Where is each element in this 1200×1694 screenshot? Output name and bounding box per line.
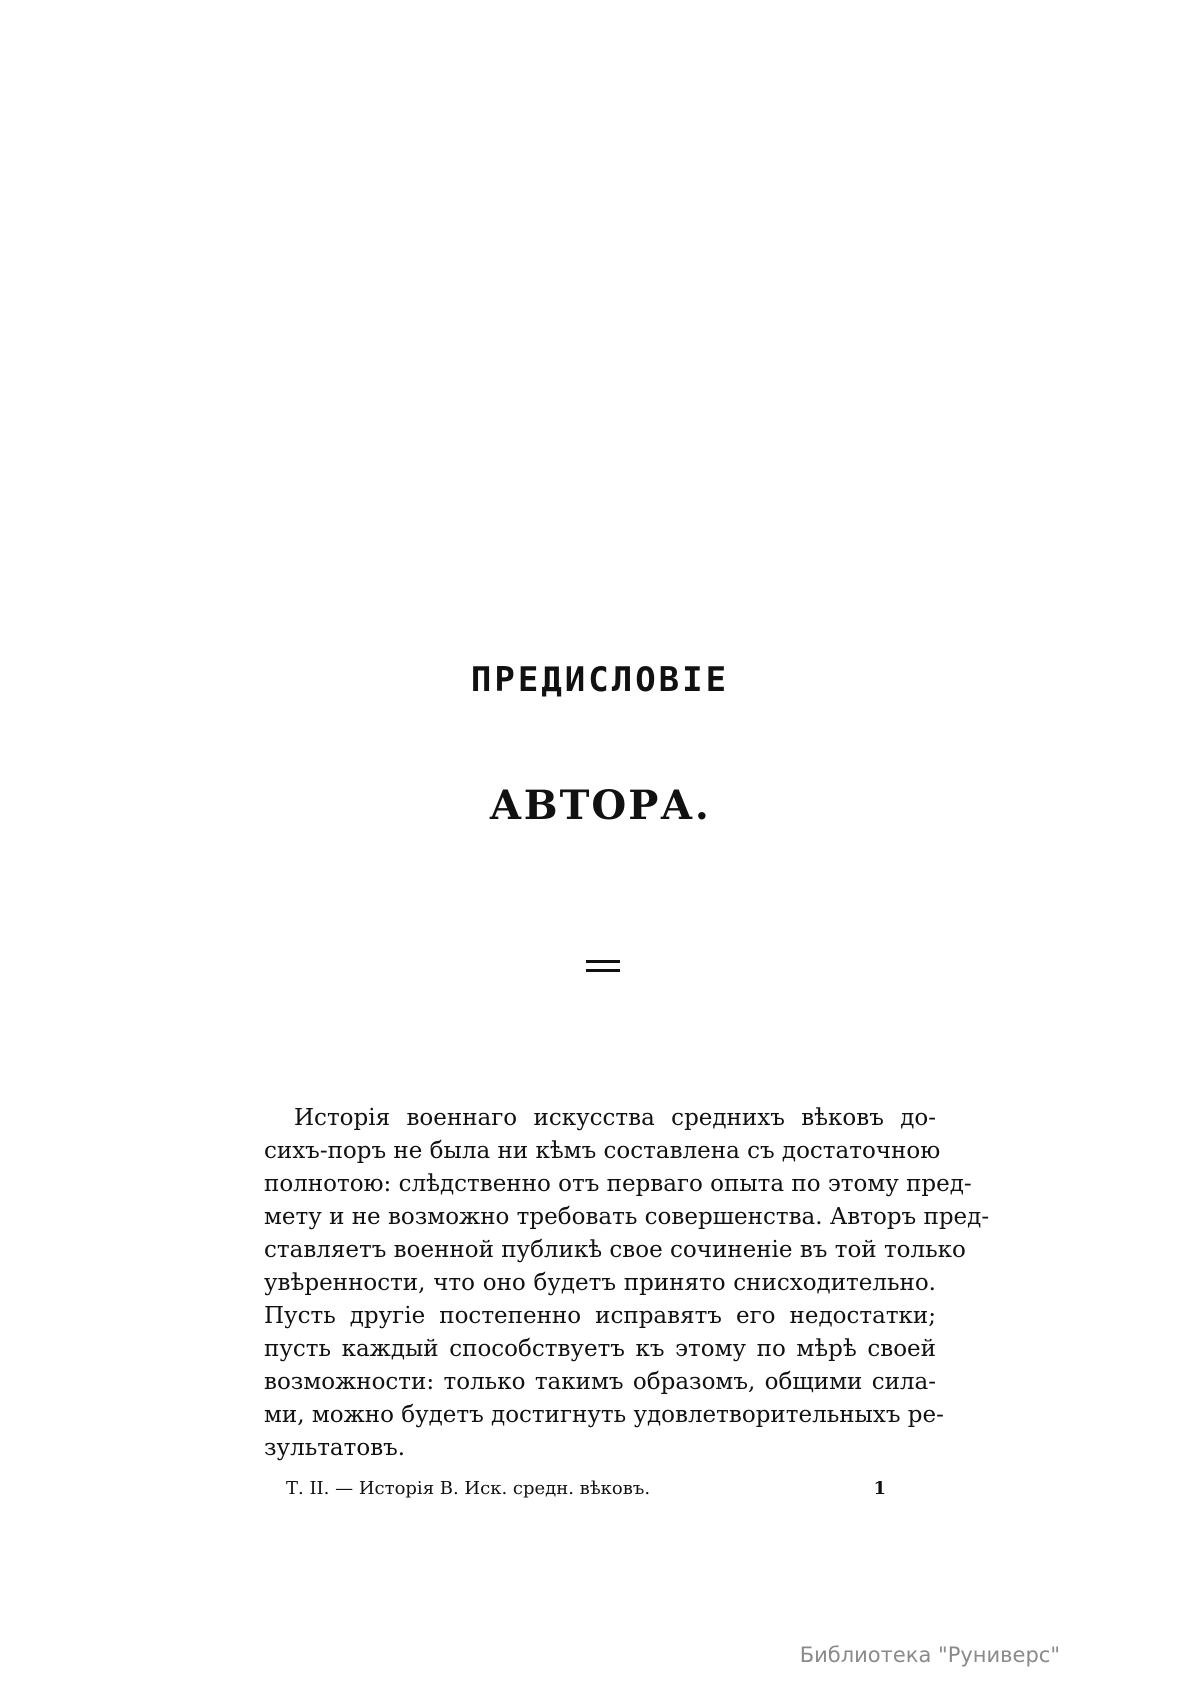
paragraph-line-7: Пусть другіе постепенно исправятъ его недостатки; [264,1303,936,1329]
heading-subtitle: АВТОРА. [489,782,711,829]
paragraph-line-9: возможности: только такимъ образомъ, общими сила- [264,1369,936,1395]
running-title: Т. II. — Исторія В. Иск. средн. вѣковъ. [286,1478,651,1499]
preface-paragraph [264,1102,990,1465]
paragraph-line-4: мету и не возможно требовать совершенства. Авторъ пред- [264,1204,990,1230]
page-footer [286,1478,886,1508]
page-number: 1 [873,1478,886,1499]
double-rule-divider [586,960,620,972]
paragraph-line-6: увѣренности, что оно будетъ принято снисходительно. [264,1270,936,1296]
paragraph-line-10: ми, можно будетъ достигнуть удовлетворительныхъ ре- [264,1402,944,1428]
paragraph-line-11: зультатовъ. [264,1435,406,1461]
heading-title: ПРЕДИСЛОВІЕ [470,660,730,700]
paragraph-line-1: Исторія военнаго искусства среднихъ вѣковъ до- [294,1105,936,1131]
library-watermark: Библиотека "Руниверс" [799,1643,1060,1667]
divider-line-bottom [586,969,620,972]
paragraph-line-5: ставляетъ военной публикѣ свое сочиненіе въ той только [264,1237,966,1263]
paragraph-line-2: сихъ-поръ не была ни кѣмъ составлена съ достаточною [264,1138,941,1164]
paragraph-line-8: пусть каждый способствуетъ къ этому по мѣрѣ своей [264,1336,936,1362]
divider-line-top [586,960,620,963]
paragraph-line-3: полнотою: слѣдственно отъ перваго опыта по этому пред- [264,1171,972,1197]
